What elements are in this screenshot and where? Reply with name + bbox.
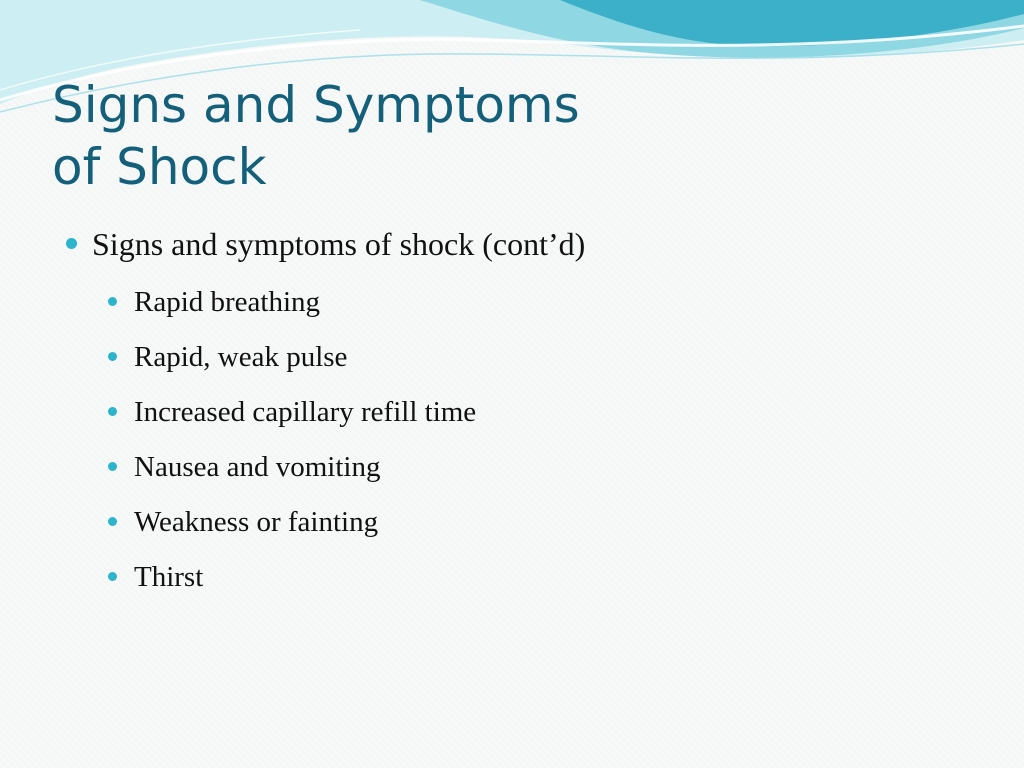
sub-bullet-dot-icon (108, 407, 117, 416)
main-bullet-text: Signs and symptoms of shock (cont’d) (92, 226, 586, 262)
sub-bullet-dot-icon (108, 462, 117, 471)
sub-bullet-item: Weakness or fainting (134, 506, 379, 538)
sub-bullet-item: Increased capillary refill time (134, 396, 477, 428)
sub-bullet-dot-icon (108, 572, 117, 581)
sub-bullet-item: Thirst (134, 561, 204, 593)
sub-bullet-dot-icon (108, 517, 117, 526)
title-line-1: Signs and Symptoms (52, 76, 580, 134)
sub-bullet-item: Nausea and vomiting (134, 451, 381, 483)
sub-bullet-item: Rapid, weak pulse (134, 341, 348, 373)
bullet-dot-icon (66, 238, 77, 249)
sub-bullet-dot-icon (108, 352, 117, 361)
slide-title (52, 74, 952, 198)
sub-bullet-dot-icon (108, 297, 117, 306)
title-line-2: of Shock (52, 138, 267, 196)
sub-bullet-item: Rapid breathing (134, 286, 321, 318)
